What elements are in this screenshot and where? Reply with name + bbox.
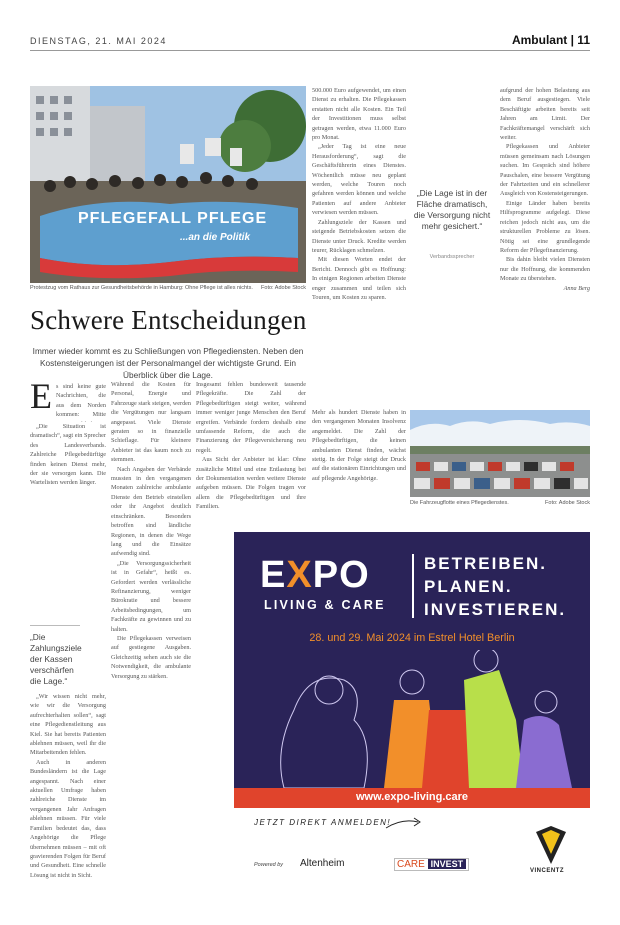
ad-url-link[interactable]: www.expo-living.care xyxy=(355,791,469,803)
col4 xyxy=(312,86,406,400)
article-lead: Immer wieder kommt es zu Schließungen von Pflegediensten. Neben den Kostensteigerungen ist der Personalmangel der wichtigste Grund. Ein Überblick über die Lage. xyxy=(32,346,304,380)
expo-logo-x: X xyxy=(286,554,313,596)
col4-bottom xyxy=(312,408,406,526)
paragraph: aufgrund der hohen Belastung aus dem Beruf ausgestiegen. Viele Beschäftigte arbeiten bereits seit Jahren am Limit. Der Fachkräftemangel verschärft sich weiter. xyxy=(500,87,590,142)
expo-logo-e: E xyxy=(260,554,287,596)
people-illustration xyxy=(254,650,590,788)
paragraph: Zahlungsziele der Kassen und steigende Betriebskosten setzen die Dienste unter Druck. Kredite werden teurer, Rücklagen schmelzen. xyxy=(312,218,406,254)
paragraph: „Wir wissen nicht mehr, wie wir die Versorgung aufrechterhalten sollen“, sagt eine Pflegedienstleitung aus Kiel. Sie hat bereits Patienten ablehnen müssen, weil ihr die Mitarbeitenden fehlen. xyxy=(30,693,106,757)
photo2-caption-row xyxy=(410,500,590,506)
paragraph: Auch in anderen Bundesländern ist die Lage angespannt. Nach einer aktuellen Umfrage haben zahlreiche Dienste im vergangenen Jahr Anfragen ablehnen müssen. Für viele Familien bedeutet das, dass Angehörige die Pflege übernehmen müssen – mit oft gravierenden Folgen für Beruf und Gesundheit. Eine schnelle Lösung ist nicht in Sicht. xyxy=(30,758,106,879)
paragraph: „Die Versorgungssicherheit ist in Gefahr“, heißt es. Gefordert werden verlässliche Refinanzierung, weniger Bürokratie und bessere Arbeitsbedingungen, um Fachkräfte zu gewinnen und zu halten. xyxy=(111,559,191,633)
care-text: CARE xyxy=(397,859,425,870)
expo-logo-po: PO xyxy=(312,554,370,596)
paragraph: Insgesamt fehlen bundesweit tausende Pflegekräfte. Die Zahl der Pflegebedürftigen steigt weiter, während immer weniger junge Menschen den Beruf ergreifen. Verbände fordern deshalb eine umfassende Reform, die auch die Finanzierung der Pflegeversicherung neu regelt. xyxy=(196,381,306,454)
fleet-photo xyxy=(410,410,590,497)
ad-divider xyxy=(412,554,414,618)
ad-date: 28. und 29. Mai 2024 im Estrel Hotel Berlin xyxy=(309,632,515,644)
paragraph: Während die Kosten für Personal, Energie und Fahrzeuge stark steigen, werden die Vergütungen nur langsam angepasst. Viele Dienste geraten so in finanzielle Schieflage. Für kleinere Anbieter ist das kaum noch zu stemmen. xyxy=(111,381,191,464)
fleet-photo-art xyxy=(410,410,590,497)
protest-photo xyxy=(30,86,306,283)
col5 xyxy=(500,86,590,386)
drop-cap: E xyxy=(30,376,52,416)
arrow-icon xyxy=(384,816,424,832)
pull-quote-source: Verbandssprecher xyxy=(429,254,475,260)
expo-advertisement[interactable] xyxy=(234,532,590,886)
care-invest-logo xyxy=(394,858,469,871)
photo-credit: Foto: Adobe Stock xyxy=(261,285,306,291)
paragraph: Aus Sicht der Anbieter ist klar: Ohne zusätzliche Mittel und eine Entlastung bei der Dokumentation werden weitere Dienste aufgeben müssen. Die Folgen tragen vor allem die Pflegebedürftigen und ihre Familien. xyxy=(196,456,306,511)
col1-body xyxy=(30,422,106,618)
pull-quote: „Die Zahlungsziele der Kassen verschärfen die Lage.“ xyxy=(30,625,80,687)
header-rule xyxy=(30,50,590,51)
paragraph: Pflegekassen und Anbieter müssen gemeinsam nach Lösungen suchen. Im Gespräch sind höhere Pauschalen, eine bessere Vergütung der Fahrtzeiten und ein schnellerer Ausgleich von Kostensteigerungen. xyxy=(500,143,590,198)
vincentz-logo-text: VINCENTZ xyxy=(530,868,564,874)
altenheim-logo: Altenheim xyxy=(300,858,345,869)
register-cta[interactable]: JETZT DIREKT ANMELDEN! xyxy=(254,818,392,827)
vincentz-logo-icon xyxy=(534,826,568,864)
invest-text: INVEST xyxy=(428,859,467,869)
photo2-caption: Die Fahrzeugflotte eines Pflegedienstes. xyxy=(410,500,509,506)
col3 xyxy=(196,380,306,526)
claim-line: INVESTIEREN. xyxy=(424,600,567,619)
banner-subtext: ...an die Politik xyxy=(180,232,251,243)
issue-date: DIENSTAG, 21. MAI 2024 xyxy=(30,36,167,46)
col1-intro xyxy=(56,382,106,422)
paragraph: Nach Angaben der Verbände mussten in den vergangenen Monaten zahlreiche ambulante Dienste den Betrieb einstellen oder ihr Angebot deutlich einschränken. Besonders betroffen sind ländliche Regionen, in denen die Wege lang und die Einsätze aufwendig sind. xyxy=(111,465,191,558)
paragraph: Mehr als hundert Dienste haben in den vergangenen Monaten Insolvenz angemeldet. Die Zahl der Pflegebedürftigen, die keinen ambulanten Dienst finden, wächst stetig. In der Folge steigt der Druck auf die stationären Einrichtungen und auf pflegende Angehörige. xyxy=(312,409,406,482)
paragraph: s sind keine gute Nachrichten, die aus dem Norden kommen: Mitte xyxy=(56,383,106,419)
banner-text: PFLEGEFALL PFLEGE xyxy=(78,210,268,227)
paragraph: Bis dahin bleibt vielen Diensten nur die Hoffnung, die kommenden Monate zu überstehen. xyxy=(500,256,590,283)
paragraph: Einige Länder haben bereits Hilfsprogramme aufgelegt. Diese reichen jedoch nicht aus, um die strukturellen Probleme zu lösen. Nötig sei eine grundlegende Reform der Pflegefinanzierung. xyxy=(500,199,590,254)
article-headline: Schwere Entscheidungen xyxy=(30,305,307,335)
photo-caption-row xyxy=(30,285,306,291)
paragraph: „Jeder Tag ist eine neue Herausforderung“, sagt die Geschäftsführerin eines Dienstes. Wöchentlich müsse neu geplant werden, welche Touren noch gefahren werden können und welche Patienten auf andere Anbieter verwiesen werden müssen. xyxy=(312,143,406,217)
author: Anna Berg xyxy=(563,284,590,292)
paragraph: „Die Situation ist dramatisch“, sagt ein Sprecher des Landesverbands. Zahlreiche Pflegebedürftige finden keinen Dienst mehr, der sie versorgen kann. Die Wartelisten werden länger. xyxy=(30,423,106,487)
paragraph: 500.000 Euro aufgewendet, um einen Dienst zu erhalten. Die Pflegekassen erstatten nicht alle Kosten. Ein Teil der Investitionen muss selbst getragen werden, etwa 11.000 Euro pro Monat. xyxy=(312,87,406,142)
expo-logo-subtitle: LIVING & CARE xyxy=(264,598,386,612)
claim-line: BETREIBEN. xyxy=(424,554,547,573)
pull-quote: „Die Lage ist in der Fläche dramatisch, die Versorgung nicht mehr gesichert.“ xyxy=(413,188,491,231)
powered-by: Powered by xyxy=(254,862,284,868)
claim-line: PLANEN. xyxy=(424,577,513,596)
ad-footer xyxy=(234,808,590,886)
col2 xyxy=(111,380,191,886)
paragraph: Mit diesen Worten endet der Bericht. Dennoch gibt es Hoffnung: In einigen Regionen arbeiten Dienste enger zusammen und teilen sich Touren, um Kosten zu sparen. xyxy=(312,256,406,301)
section-page: Ambulant | 11 xyxy=(511,33,590,47)
photo2-credit: Foto: Adobe Stock xyxy=(545,500,590,506)
paragraph: Die Pflegekassen verweisen auf gestiegene Ausgaben. Gleichzeitig sehen auch sie die Notwendigkeit, die ambulante Versorgung zu stärken. xyxy=(111,634,191,680)
ad-claim xyxy=(424,552,566,621)
expo-logo xyxy=(260,554,370,597)
photo-caption: Protestzug vom Rathaus zur Gesundheitsbehörde in Hamburg: Ohne Pflege ist alles nichts. xyxy=(30,285,253,291)
protest-photo-art xyxy=(30,86,306,283)
col1-bottom xyxy=(30,692,106,886)
